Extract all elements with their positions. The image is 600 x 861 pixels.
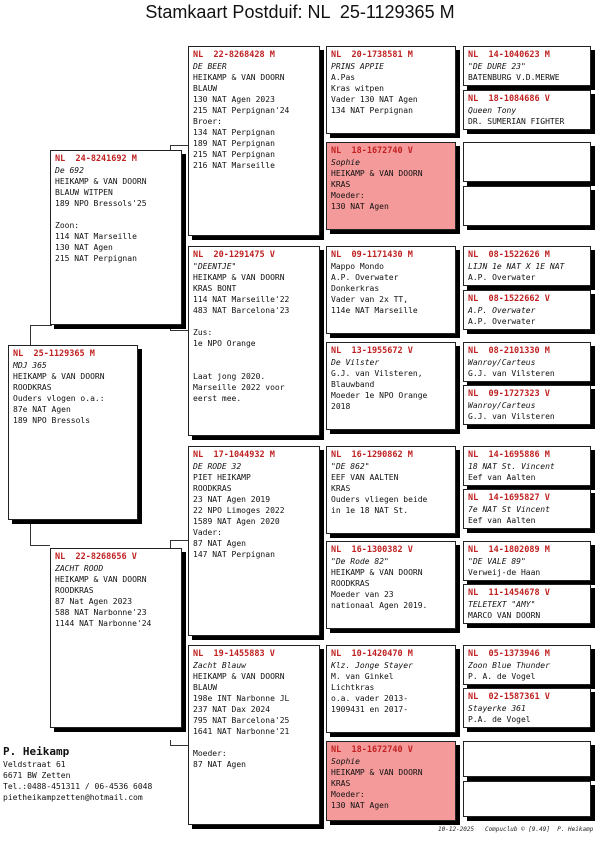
dds-line: M. van Ginkel — [331, 672, 394, 681]
ssd-line: HEIKAMP & VAN DOORN — [331, 169, 423, 178]
ddd-ring: NL 18-1672740 V — [331, 745, 413, 755]
g11-line: "DE VALE 89" — [468, 557, 526, 566]
sire-card[interactable] — [50, 150, 182, 325]
sds-line: Donkerkras — [331, 284, 380, 293]
ds-line: 22 NPO Limoges 2022 — [193, 506, 285, 515]
dss-line: Ouders vliegen beide — [331, 495, 428, 504]
owner-city: 6671 BW Zetten — [3, 771, 71, 780]
gen4-card[interactable] — [463, 342, 591, 382]
sds-line: A.P. Overwater — [331, 273, 399, 282]
owner-name: P. Heikamp — [3, 745, 70, 758]
g10-line: Eef van Aalten — [468, 516, 536, 525]
g12-line: MARCO VAN DOORN — [468, 611, 541, 620]
g11-ring: NL 14-1802089 M — [468, 545, 550, 555]
sd-line: Zus: — [193, 328, 213, 337]
dd-line: HEIKAMP & VAN DOORN — [193, 672, 285, 681]
g7-line: G.J. van Vilsteren — [468, 369, 555, 378]
sire-line — [55, 209, 181, 220]
sss-line: A.Pas — [331, 73, 356, 82]
dam-line: 1144 NAT Narbonne'24 — [55, 619, 152, 628]
sds-line: 114e NAT Marseille — [331, 306, 418, 315]
dd-line: Moeder: — [193, 749, 227, 758]
g11-line: Verweij-de Haan — [468, 568, 541, 577]
ss-line: DE BEER — [193, 62, 227, 71]
sdd-line: Blauwband — [331, 380, 375, 389]
dam-line: 588 NAT Narbonne'23 — [55, 608, 147, 617]
dam-line: 87 Nat Agen 2023 — [55, 597, 133, 606]
g5-ring: NL 08-1522626 M — [468, 250, 550, 260]
g14-line: P.A. de Vogel — [468, 715, 531, 724]
g14-line: Stayerke 361 — [468, 704, 526, 713]
dsd-line: HEIKAMP & VAN DOORN — [331, 568, 423, 577]
g2-line: Queen Tony — [468, 106, 517, 115]
sd-line: 483 NAT Barcelona'23 — [193, 306, 290, 315]
ggs-card[interactable] — [326, 645, 456, 733]
dd-line: BLAUW — [193, 683, 218, 692]
dss-ring: NL 16-1290862 M — [331, 450, 413, 460]
g8-line: Wanroy/Carteus — [468, 401, 536, 410]
sire-line: HEIKAMP & VAN DOORN — [55, 177, 147, 186]
gen4-card[interactable] — [463, 584, 591, 624]
ggd-card-highlighted[interactable] — [326, 741, 456, 821]
gen4-card[interactable] — [463, 541, 591, 581]
ddd-line: Sophie — [331, 757, 360, 766]
sdd-line: 2018 — [331, 402, 351, 411]
sds-line: Mappo Mondo — [331, 262, 384, 271]
dd-line: 198e INT Narbonne JL — [193, 694, 290, 703]
dds-ring: NL 10-1420470 M — [331, 649, 413, 659]
g9-line: Eef van Aalten — [468, 473, 536, 482]
ss-line: HEIKAMP & VAN DOORN — [193, 73, 285, 82]
owner-info — [3, 744, 173, 803]
subject-line: Ouders vlogen o.a.: — [13, 394, 105, 403]
sd-line: Marseille 2022 voor — [193, 383, 285, 392]
ss-line: 189 NAT Perpignan — [193, 139, 275, 148]
g1-line: "DE DURE 23" — [468, 62, 526, 71]
sss-ring: NL 20-1738581 M — [331, 50, 413, 60]
g10-ring: NL 14-1695827 V — [468, 493, 550, 503]
sire-line: 215 NAT Perpignan — [55, 254, 137, 263]
sss-line: 134 NAT Perpignan — [331, 106, 413, 115]
sire-line: 189 NPO Bressols'25 — [55, 199, 147, 208]
ds-line: 147 NAT Perpignan — [193, 550, 275, 559]
connector-line — [170, 145, 188, 146]
g10-line: 7e NAT St Vincent — [468, 505, 550, 514]
ds-line: 87 NAT Agen — [193, 539, 246, 548]
ds-line: ROODKRAS — [193, 484, 232, 493]
granddam-maternal-card[interactable] — [188, 645, 320, 825]
sdd-line: De Vilster — [331, 358, 380, 367]
gen4-card[interactable] — [463, 645, 591, 685]
gen4-card-empty[interactable] — [463, 781, 591, 817]
subject-card[interactable] — [8, 345, 138, 520]
sss-line: Vader 130 NAT Agen — [331, 95, 418, 104]
dsd-line: "De Rode 82" — [331, 557, 389, 566]
ddd-line: Moeder: — [331, 790, 365, 799]
subject-line: MDJ 365 — [13, 361, 47, 370]
gen4-card[interactable] — [463, 385, 591, 425]
ssd-ring: NL 18-1672740 V — [331, 146, 413, 156]
sdd-line: G.J. van Vilsteren, — [331, 369, 423, 378]
g13-line: Zoon Blue Thunder — [468, 661, 550, 670]
ds-line: 1589 NAT Agen 2020 — [193, 517, 280, 526]
dss-line: in 1e 18 NAT St. — [331, 506, 409, 515]
sire-ring: NL 24-8241692 M — [55, 154, 137, 164]
ds-line: DE RODE 32 — [193, 462, 242, 471]
sd-line — [193, 316, 319, 327]
sd-line: KRAS BONT — [193, 284, 237, 293]
sire-line: BLAUW WITPEN — [55, 188, 113, 197]
ddd-line: KRAS — [331, 779, 351, 788]
connector-line — [30, 545, 50, 546]
ggd-card[interactable] — [326, 342, 456, 430]
ggd-card[interactable] — [326, 541, 456, 629]
owner-email: pietheikampzetten@hotmail.com — [3, 793, 143, 802]
dd-line: 1641 NAT Narbonne'21 — [193, 727, 290, 736]
connector-line — [170, 330, 188, 331]
sd-line — [193, 360, 319, 371]
g12-ring: NL 11-1454678 V — [468, 588, 550, 598]
dd-line — [193, 737, 319, 748]
sire-line: 114 NAT Marseille — [55, 232, 137, 241]
sd-line: HEIKAMP & VAN DOORN — [193, 273, 285, 282]
dam-line: ROODKRAS — [55, 586, 94, 595]
g1-line: BATENBURG V.D.MERWE — [468, 73, 560, 82]
ds-line: 23 NAT Agen 2019 — [193, 495, 271, 504]
dss-line: EEF VAN AALTEN — [331, 473, 399, 482]
ds-line: Vader: — [193, 528, 222, 537]
sd-ring: NL 20-1291475 V — [193, 250, 275, 260]
dds-line: o.a. vader 2013- — [331, 694, 409, 703]
sd-line: eerst mee. — [193, 394, 242, 403]
dds-line: 1909431 en 2017- — [331, 705, 409, 714]
dsd-line: nationaal Agen 2019. — [331, 601, 428, 610]
gen4-card[interactable] — [463, 446, 591, 486]
footer-credit: 10-12-2025 Compuclub © [9.49] P. Heikamp — [438, 826, 594, 833]
dsd-line: Moeder van 23 — [331, 590, 394, 599]
subject-ring: NL 25-1129365 M — [13, 349, 95, 359]
sds-ring: NL 09-1171430 M — [331, 250, 413, 260]
grandsire-paternal-card[interactable] — [188, 46, 320, 236]
g2-line: DR. SUMERIAN FIGHTER — [468, 117, 565, 126]
grandsire-maternal-card[interactable] — [188, 446, 320, 636]
ggd-card-highlighted[interactable] — [326, 142, 456, 230]
connector-line — [30, 520, 31, 545]
connector-line — [170, 540, 188, 541]
sd-line: 1e NPO Orange — [193, 339, 256, 348]
ss-line: BLAUW — [193, 84, 218, 93]
ss-ring: NL 22-8268428 M — [193, 50, 275, 60]
ss-line: 216 NAT Marseille — [193, 161, 275, 170]
g7-line: Wanroy/Carteus — [468, 358, 536, 367]
connector-line — [30, 325, 52, 326]
g9-line: 18 NAT St. Vincent — [468, 462, 555, 471]
connector-line — [30, 325, 31, 345]
ds-ring: NL 17-1044932 M — [193, 450, 275, 460]
g8-ring: NL 09-1727323 V — [468, 389, 550, 399]
ss-line: Broer: — [193, 117, 222, 126]
sd-line — [193, 349, 319, 360]
g2-ring: NL 18-1084686 V — [468, 94, 550, 104]
dds-line: Klz. Jonge Stayer — [331, 661, 413, 670]
gen4-card[interactable] — [463, 290, 591, 330]
sire-line: Zoon: — [55, 221, 80, 230]
sdd-line: Moeder 1e NPO Orange — [331, 391, 428, 400]
dam-ring: NL 22-8268656 V — [55, 552, 137, 562]
sdd-ring: NL 13-1955672 V — [331, 346, 413, 356]
dds-line: Lichtkras — [331, 683, 375, 692]
g6-line: A.P. Overwater — [468, 306, 536, 315]
g6-line: A.P. Overwater — [468, 317, 536, 326]
subject-line: 189 NPO Bressols — [13, 416, 91, 425]
connector-line — [170, 540, 171, 548]
g1-ring: NL 14-1040623 M — [468, 50, 550, 60]
sd-line: "DEENTJE" — [193, 262, 237, 271]
subject-line: ROODKRAS — [13, 383, 52, 392]
ssd-line: KRAS — [331, 180, 351, 189]
sd-line: 114 NAT Marseille'22 — [193, 295, 290, 304]
dd-line: 795 NAT Barcelona'25 — [193, 716, 290, 725]
gen4-card[interactable] — [463, 246, 591, 286]
ss-line: 215 NAT Perpignan'24 — [193, 106, 290, 115]
page-title: Stamkaart Postduif: NL 25-1129365 M — [145, 2, 455, 22]
dss-line: "DE 862" — [331, 462, 370, 471]
gen4-card[interactable] — [463, 46, 591, 86]
g5-line: A.P. Overwater — [468, 273, 536, 282]
dd-line: 237 NAT Dax 2024 — [193, 705, 271, 714]
ddd-line: HEIKAMP & VAN DOORN — [331, 768, 423, 777]
sss-line: PRINS APPIE — [331, 62, 384, 71]
ggs-card[interactable] — [326, 446, 456, 534]
ss-line: 134 NAT Perpignan — [193, 128, 275, 137]
g14-ring: NL 02-1587361 V — [468, 692, 550, 702]
dsd-ring: NL 16-1300382 V — [331, 545, 413, 555]
dd-line: 87 NAT Agen — [193, 760, 246, 769]
owner-phone: Tel.:0488-451311 / 06-4536 6048 — [3, 782, 153, 791]
ss-line: 130 NAT Agen 2023 — [193, 95, 275, 104]
dam-line: ZACHT ROOD — [55, 564, 104, 573]
dsd-line: ROODKRAS — [331, 579, 370, 588]
dss-line: KRAS — [331, 484, 351, 493]
dd-ring: NL 19-1455883 V — [193, 649, 275, 659]
sd-line: Laat jong 2020. — [193, 372, 266, 381]
g7-ring: NL 08-2101330 M — [468, 346, 550, 356]
g9-ring: NL 14-1695886 M — [468, 450, 550, 460]
ss-line: 215 NAT Perpignan — [193, 150, 275, 159]
ds-line: PIET HEIKAMP — [193, 473, 251, 482]
owner-address: Veldstraat 61 — [3, 760, 66, 769]
g13-line: P. A. de Vogel — [468, 672, 536, 681]
g8-line: G.J. van Vilsteren — [468, 412, 555, 421]
gen4-card-empty[interactable] — [463, 142, 591, 182]
sds-line: Vader van 2x TT, — [331, 295, 409, 304]
g12-line: TELETEXT "AMY" — [468, 600, 536, 609]
dam-card[interactable] — [50, 548, 182, 728]
subject-line: 87e NAT Agen — [13, 405, 71, 414]
g6-ring: NL 08-1522662 V — [468, 294, 550, 304]
gen4-card-empty[interactable] — [463, 741, 591, 777]
sss-line: Kras witpen — [331, 84, 384, 93]
ggs-card[interactable] — [326, 46, 456, 134]
gen4-card[interactable] — [463, 489, 591, 529]
ggs-card[interactable] — [326, 246, 456, 334]
dam-line: HEIKAMP & VAN DOORN — [55, 575, 147, 584]
subject-line: HEIKAMP & VAN DOORN — [13, 372, 105, 381]
dd-line: Zacht Blauw — [193, 661, 246, 670]
g5-line: LIJN 1e NAT X 1E NAT — [468, 262, 565, 271]
g13-ring: NL 05-1373946 M — [468, 649, 550, 659]
ssd-line: 130 NAT Agen — [331, 202, 389, 211]
gen4-card[interactable] — [463, 688, 591, 728]
ssd-line: Sophie — [331, 158, 360, 167]
sire-line: 130 NAT Agen — [55, 243, 113, 252]
sire-line: De 692 — [55, 166, 84, 175]
gen4-card-empty[interactable] — [463, 186, 591, 226]
ssd-line: Moeder: — [331, 191, 365, 200]
gen4-card[interactable] — [463, 90, 591, 130]
ddd-line: 130 NAT Agen — [331, 801, 389, 810]
granddam-paternal-card[interactable] — [188, 246, 320, 436]
